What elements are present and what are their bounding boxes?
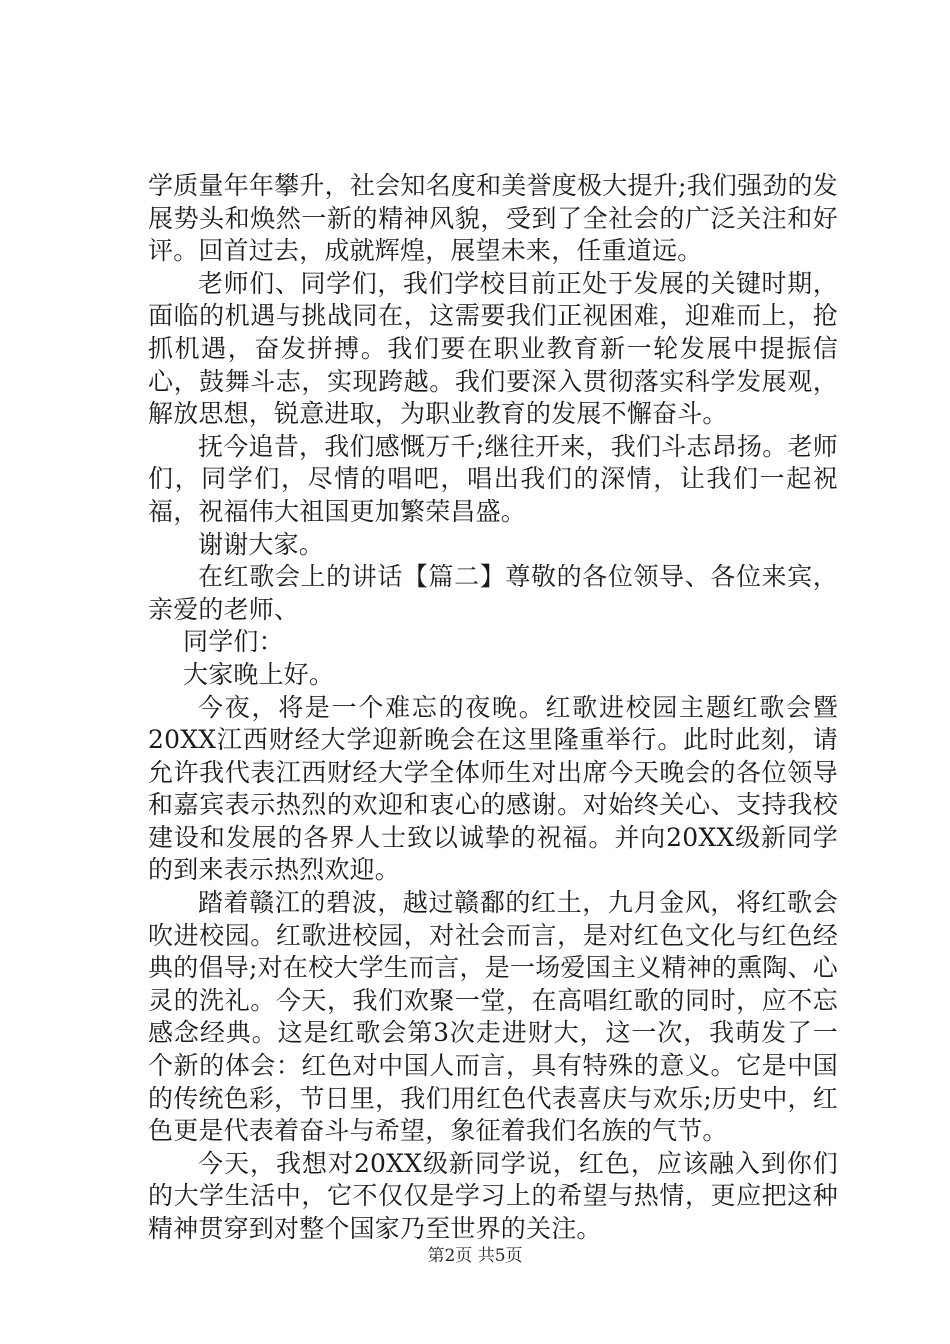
paragraph-new-students: 今天，我想对20XX级新同学说，红色，应该融入到你们的大学生活中，它不仅仅是学习上的希望与热情，更应把这种精神贯穿到对整个国家乃至世界的关注。 (148, 1148, 838, 1243)
paragraph-red-songs: 踏着赣江的碧波，越过赣鄱的红土，九月金风，将红歌会吹进校园。红歌进校园，对社会而言，是对红色文化与红色经典的倡导;对在校大学生而言，是一场爱国主义精神的熏陶、心灵的洗礼。今天，我们欢聚一堂，在高唱红歌的同时，应不忘感念经典。这是红歌会第3次走进财大，这一次，我萌发了一个新的体会：红色对中国人而言，具有特殊的意义。它是中国的传统色彩，节日里，我们用红色代表喜庆与欢乐;历史中，红色更是代表着奋斗与希望，象征着我们名族的气节。 (148, 888, 838, 1146)
paragraph-tonight: 今夜，将是一个难忘的夜晚。红歌进校园主题红歌会暨20XX江西财经大学迎新晚会在这里隆重举行。此时此刻，请允许我代表江西财经大学全体师生对出席今天晚会的各位领导和嘉宾表示热烈的欢迎和衷心的感谢。对始终关心、支持我校建设和发展的各界人士致以诚挚的祝福。并向20XX级新同学的到来表示热烈欢迎。 (148, 692, 838, 885)
paragraph-blessing: 抚今追昔，我们感慨万千;继往开来，我们斗志昂扬。老师们，同学们，尽情的唱吧，唱出我们的深情，让我们一起祝福，祝福伟大祖国更加繁荣昌盛。 (148, 431, 838, 526)
paragraph-opportunity: 老师们、同学们，我们学校目前正处于发展的关键时期，面临的机遇与挑战同在，这需要我们正视困难，迎难而上，抢抓机遇，奋发拼搏。我们要在职业教育新一轮发展中提振信心，鼓舞斗志，实现跨越。我们要深入贯彻落实科学发展观，解放思想，锐意进取，为职业教育的发展不懈奋斗。 (148, 268, 838, 429)
document-body (148, 170, 838, 1246)
paragraph-salutation: 同学们： (183, 627, 284, 657)
paragraph-thanks: 谢谢大家。 (198, 529, 325, 559)
page-number-footer: 第2页 共5页 (427, 1246, 523, 1266)
paragraph-continuation: 学质量年年攀升，社会知名度和美誉度极大提升;我们强劲的发展势头和焕然一新的精神风貌，受到了全社会的广泛关注和好评。回首过去，成就辉煌，展望未来，任重道远。 (148, 171, 838, 266)
paragraph-section-two-heading: 在红歌会上的讲话【篇二】尊敬的各位领导、各位来宾，亲爱的老师、 (148, 562, 838, 624)
paragraph-greeting: 大家晚上好。 (183, 659, 335, 689)
